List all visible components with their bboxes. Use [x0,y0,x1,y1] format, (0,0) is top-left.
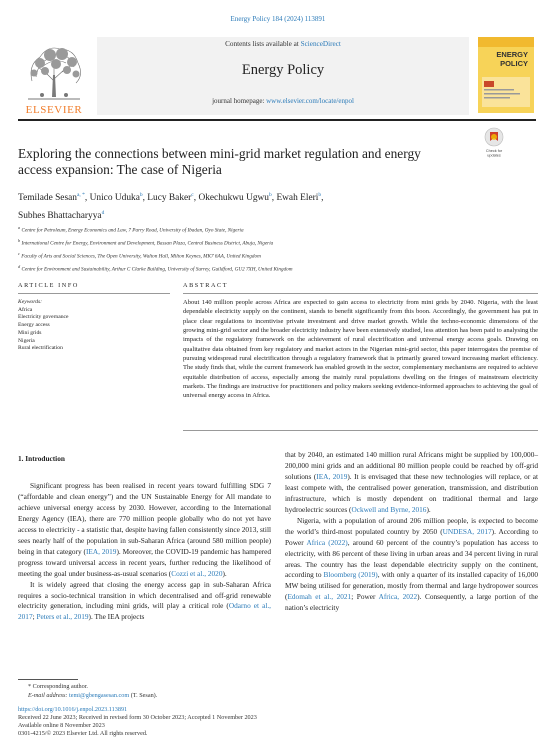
homepage-link[interactable]: www.elsevier.com/locate/enpol [266,97,354,105]
author-list: Temilade Sesan$^{a, *}$, Unico Uduka$^b$, Lucy Baker$^c$, Okechukwu Ugwu$^b$, Ewah Eleri$^b$, Subhes Bhattacharyya$^d$ [18,192,324,222]
homepage-prefix: journal homepage: [212,97,267,105]
citation-link[interactable]: UNDESA, 2017 [442,526,492,536]
affiliations [18,223,538,275]
sciencedirect-link[interactable]: ScienceDirect [300,40,341,48]
author-name[interactable]: Unico Uduka [89,193,140,204]
journal-title: Energy Policy [241,62,325,78]
keyword-item: Nigeria [18,337,35,344]
affiliation-marker: b [18,237,21,243]
affiliation-item [18,262,538,275]
keyword-item: Electricity governance [18,314,69,321]
author-name[interactable]: Okechukwu Ugwu [198,193,269,204]
doi-link[interactable]: https://doi.org/10.1016/j.enpol.2023.113891 [18,706,128,713]
affiliation-text: Faculty of Arts and Social Sciences, The Open University, Walton Hall, Milton Keynes, MK7 6AA, United Kingdom [21,253,261,260]
affiliation-marker: a [18,225,21,230]
paragraph: that by 2040, an estimated 140 million rural Africans might be supplied by 100,000–200,000 mini grids and an additional 80 million people could be reached by off-grid solutions (IEA, 2019). It is envisaged that these new technologies will replace, or at least compete with, the centralised power generation, transmission, and distribution infrastructure, which is mostly dependent on traditional thermal and large hydroelectric sources (Ockwell and Byrne, 2016). [285,450,539,514]
journal-cover-thumbnail[interactable] [478,37,534,113]
received-dates: Received 22 June 2023; Received in revised form 30 October 2023; Accepted 1 November 2023 [18,714,257,721]
publication-details [18,706,378,738]
email-link[interactable]: temi@gbengasesan.com [69,691,130,699]
paragraph: Nigeria, with a population of around 206 million people, is expected to become the world’s third-most populated country by 2050 (UNDESA, 2017). According to Power Africa (2022), around 60 percent of the country’s population has access to electricity, with 86 percent of these living in urban areas and 34 percent living in rural areas. The country has the least dependable electricity supply on the continent, according to Bloomberg (2019), with only a quarter of its installed capacity of 16,000 MW being utilised for generation, mostly from thermal and large hydropower sources (Edomah et al., 2021; Power Africa, 2022). Consequently, a large portion of the nation’s electricity [285,515,538,613]
abstract-rule-top [183,293,538,294]
contents-prefix: Contents lists available at [225,40,301,48]
author-name[interactable]: Lucy Baker [147,193,192,204]
abstract-text: About 140 million people across Africa are expected to gain access to electricity from mini grids by 2040. Nigeria, with the least dependable electricity supply on the continent, stands to benefit significantly from this boon. Accordingly, the government has put in place clear regulations to incentivise private investment and drive market growth. While the techno-economic dimensions of the growing mini-grid sector and the broader electricity industry have been extensively studied, less attention has been paid to analysing the impacts of the regulatory framework on the achievement of rural electrification and universal energy access goals. Drawing on qualitative data obtained from key regulatory and market actors in the Nigerian mini-grid sector, this paper interrogates the premise of pursuing widespread rural electrification through a regulatory framework that is primarily geared toward increasing market efficiency. The study finds that, while the current framework has enabled growth in the sector, complementary mechanisms are required to achieve equitable distribution of access, especially among the mainly rural populations dwelling on the fringes of mainstream electricity markets. The findings are instructive for practitioners and policy makers seeking evidence-informed approaches to achieving the goal of universal energy access in Africa. [183,299,538,400]
citation-link[interactable]: Bloomberg (2019) [323,570,378,580]
citation-link[interactable]: IEA, 2019 [85,546,117,556]
svg-text:ELSEVIER: ELSEVIER [25,104,83,116]
available-online: Available online 8 November 2023 [18,722,105,729]
author-affiliation-marker[interactable]: d [101,210,105,217]
journal-homepage [97,97,469,105]
body-column-left [18,481,271,623]
affiliation-item [18,249,538,262]
author-name[interactable]: Ewah Eleri [276,193,319,204]
paragraph: Significant progress has been realised in recent years toward fulfilling SDG 7 (“affordable and clean energy”) and the UN Sustainable Energy for All mandate to achieve universal energy access by 2030. However, according to the International Energy Agency (IEA), there are 770 million people globally who do not yet have access to electricity - a statistic that, despite having fallen consistently since 2013, still sees nearly half of the population in sub-Saharan Africa (around 580 million people) being in that category (IEA, 2019). Moreover, the COVID-19 pandemic has hampered progress toward universal access in recent years, further reducing the likelihood of meeting the goal under business-as-usual scenarios (Cozzi et al., 2020). [18,481,271,578]
cover-image [478,37,534,113]
article-title [18,146,473,178]
author-name[interactable]: Subhes Bhattacharyya [18,211,102,222]
introduction-heading: 1. Introduction [18,454,65,463]
svg-text:ENERGY: ENERGY [496,50,528,59]
citation-link[interactable]: Africa, 2022 [378,592,418,602]
author-affiliation-marker[interactable]: b [269,192,272,198]
title-line-1: Exploring the connections between mini-grid market regulation and energy [18,146,421,161]
keyword-item: Rural electrification [18,345,63,352]
affiliation-text: Centre for Petroleum, Energy Economics and Law, 7 Parry Road, University of Ibadan, Oyo State, Nigeria [21,227,244,234]
citation-link[interactable]: Peters et al., 2019 [36,612,89,622]
corresponding-author-note: Corresponding author. [32,683,88,690]
title-line-2: access expansion: The case of Nigeria [18,162,222,177]
author-affiliation-marker[interactable]: b [318,192,322,198]
abstract-rule-bottom [183,430,538,431]
check-updates-icon [482,127,506,159]
copyright: 0301-4215/© 2023 Elsevier Ltd. All rights reserved. [18,730,148,737]
citation-link[interactable]: Ockwell and Byrne, 2016 [351,504,427,514]
author-affiliation-marker[interactable]: b [139,192,143,198]
author-affiliation-marker[interactable]: c [191,192,194,198]
affiliation-item [18,236,538,249]
abstract-heading: ABSTRACT [183,282,229,289]
svg-text:Check for: Check for [485,149,503,153]
article-info-heading: ARTICLE INFO [18,282,79,289]
affiliation-marker: c [18,250,20,256]
citation-link[interactable]: IEA, 2019 [316,471,348,481]
footnote [18,683,318,701]
affiliation-item [18,223,538,236]
citation-link[interactable]: Edomah et al., 2021 [287,592,352,602]
paragraph: It is widely agreed that closing the energy access gap in sub-Saharan Africa requires a socio-technical transition in which decentralised and off-grid renewable electricity generation, including mini grids, will play a critical role (Odarno et al., 2017; Peters et al., 2019). The IEA projects [18,579,271,622]
keyword-item: Mini grids [18,329,42,336]
citation-link[interactable]: Africa (2022) [306,537,348,547]
svg-text:updates: updates [487,153,501,158]
elsevier-logo[interactable] [18,37,90,117]
footnote-marker: * [28,683,32,690]
journal-reference[interactable]: Energy Policy 184 (2024) 113891 [230,15,326,23]
citation-link[interactable]: Cozzi et al., 2020 [171,568,223,578]
author-affiliation-marker[interactable]: a, * [76,192,85,198]
author-name[interactable]: Temilade Sesan [18,193,77,204]
tree-logo-icon [18,37,90,117]
email-suffix: (T. Sesan). [129,691,158,699]
contents-line [97,40,469,48]
email-label: E-mail address: [28,691,70,699]
keyword-item: Africa [18,306,33,313]
svg-text:POLICY: POLICY [500,59,528,68]
affiliation-text: International Centre for Energy, Environment and Development, Bassan Plaza, Central Business District, Abuja, Nigeria [21,240,274,247]
citation-link[interactable]: Odarno et al., 2017 [18,601,271,622]
footnote-rule [18,679,78,680]
header-rule [18,119,536,121]
article-info-rule [18,293,170,294]
keywords-label: Keywords: [18,299,43,305]
keywords-block [18,299,170,353]
check-for-updates-button[interactable] [482,127,506,159]
affiliation-text: Centre for Environment and Sustainability, Arthur C Clarke Building, University of Surrey, Guildford, GU2 7XH, United Kingdom [21,266,293,273]
affiliation-marker: d [18,263,21,269]
body-column-right [285,450,538,614]
keyword-item: Energy access [18,322,50,329]
